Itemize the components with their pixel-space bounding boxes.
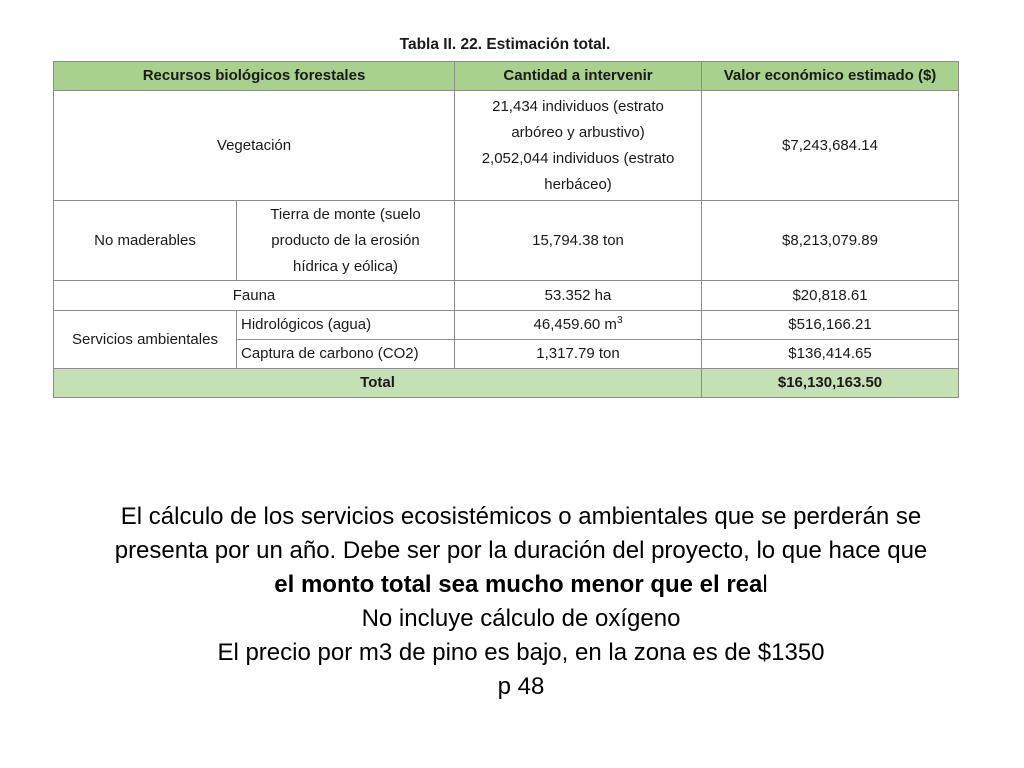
cell-servicios-label: Servicios ambientales — [54, 311, 237, 369]
cell-hidro-cantidad — [455, 311, 702, 340]
cell-no-maderables-valor: $8,213,079.89 — [702, 201, 959, 281]
tierra-line: hídrica y eólica) — [292, 257, 399, 275]
vegetacion-cantidad-line: 21,434 individuos (estrato — [492, 97, 664, 115]
note-tail-text: l — [762, 571, 768, 598]
hidro-cantidad-value: 46,459.60 m — [533, 316, 617, 333]
table-row-hidrologicos — [54, 311, 959, 340]
estimation-table — [53, 61, 959, 398]
cell-total-valor: $16,130,163.50 — [702, 369, 959, 398]
cell-vegetacion-label: Vegetación — [54, 91, 455, 201]
cell-hidro-label: Hidrológicos (agua) — [237, 311, 455, 340]
cell-carbono-valor: $136,414.65 — [702, 340, 959, 369]
cell-carbono-cantidad: 1,317.79 ton — [455, 340, 702, 369]
table-row-vegetacion — [54, 91, 959, 201]
note-bold-text: el monto total sea mucho menor que el rea — [274, 571, 763, 598]
cell-total-label: Total — [54, 369, 702, 398]
cell-fauna-label: Fauna — [54, 281, 455, 311]
cell-no-maderables-cantidad: 15,794.38 ton — [455, 201, 702, 281]
header-recursos: Recursos biológicos forestales — [54, 62, 455, 91]
table-row-no-maderables — [54, 201, 959, 281]
note-line-emphasis — [40, 568, 1002, 602]
cell-vegetacion-valor: $7,243,684.14 — [702, 91, 959, 201]
vegetacion-cantidad-line: arbóreo y arbustivo) — [511, 123, 645, 141]
vegetacion-cantidad-line: herbáceo) — [544, 175, 612, 193]
cell-no-maderables-label: No maderables — [54, 201, 237, 281]
table-row-fauna — [54, 281, 959, 311]
note-line: No incluye cálculo de oxígeno — [361, 605, 681, 632]
tierra-line: producto de la erosión — [271, 231, 420, 249]
table-title: Tabla II. 22. Estimación total. — [399, 36, 611, 53]
vegetacion-cantidad-line: 2,052,044 individuos (estrato — [481, 149, 675, 167]
tierra-line: Tierra de monte (suelo — [270, 205, 421, 223]
cell-fauna-valor: $20,818.61 — [702, 281, 959, 311]
note-line: presenta por un año. Debe ser por la duración del proyecto, lo que hace que — [114, 537, 928, 564]
header-valor: Valor económico estimado ($) — [702, 62, 959, 91]
hidro-unit-superscript: 3 — [616, 315, 623, 326]
cell-vegetacion-cantidad — [455, 91, 702, 201]
cell-fauna-cantidad: 53.352 ha — [455, 281, 702, 311]
table-header-row — [54, 62, 959, 91]
note-line: El precio por m3 de pino es bajo, en la zona es de $1350 — [217, 639, 825, 666]
header-cantidad: Cantidad a intervenir — [455, 62, 702, 91]
page-reference: p 48 — [497, 673, 545, 700]
cell-carbono-label: Captura de carbono (CO2) — [237, 340, 455, 369]
cell-hidro-valor: $516,166.21 — [702, 311, 959, 340]
note-line: El cálculo de los servicios ecosistémicos o ambientales que se perderán se — [120, 503, 922, 530]
cell-tierra-de-monte — [237, 201, 455, 281]
table-row-total — [54, 369, 959, 398]
notes-block — [40, 500, 1002, 704]
